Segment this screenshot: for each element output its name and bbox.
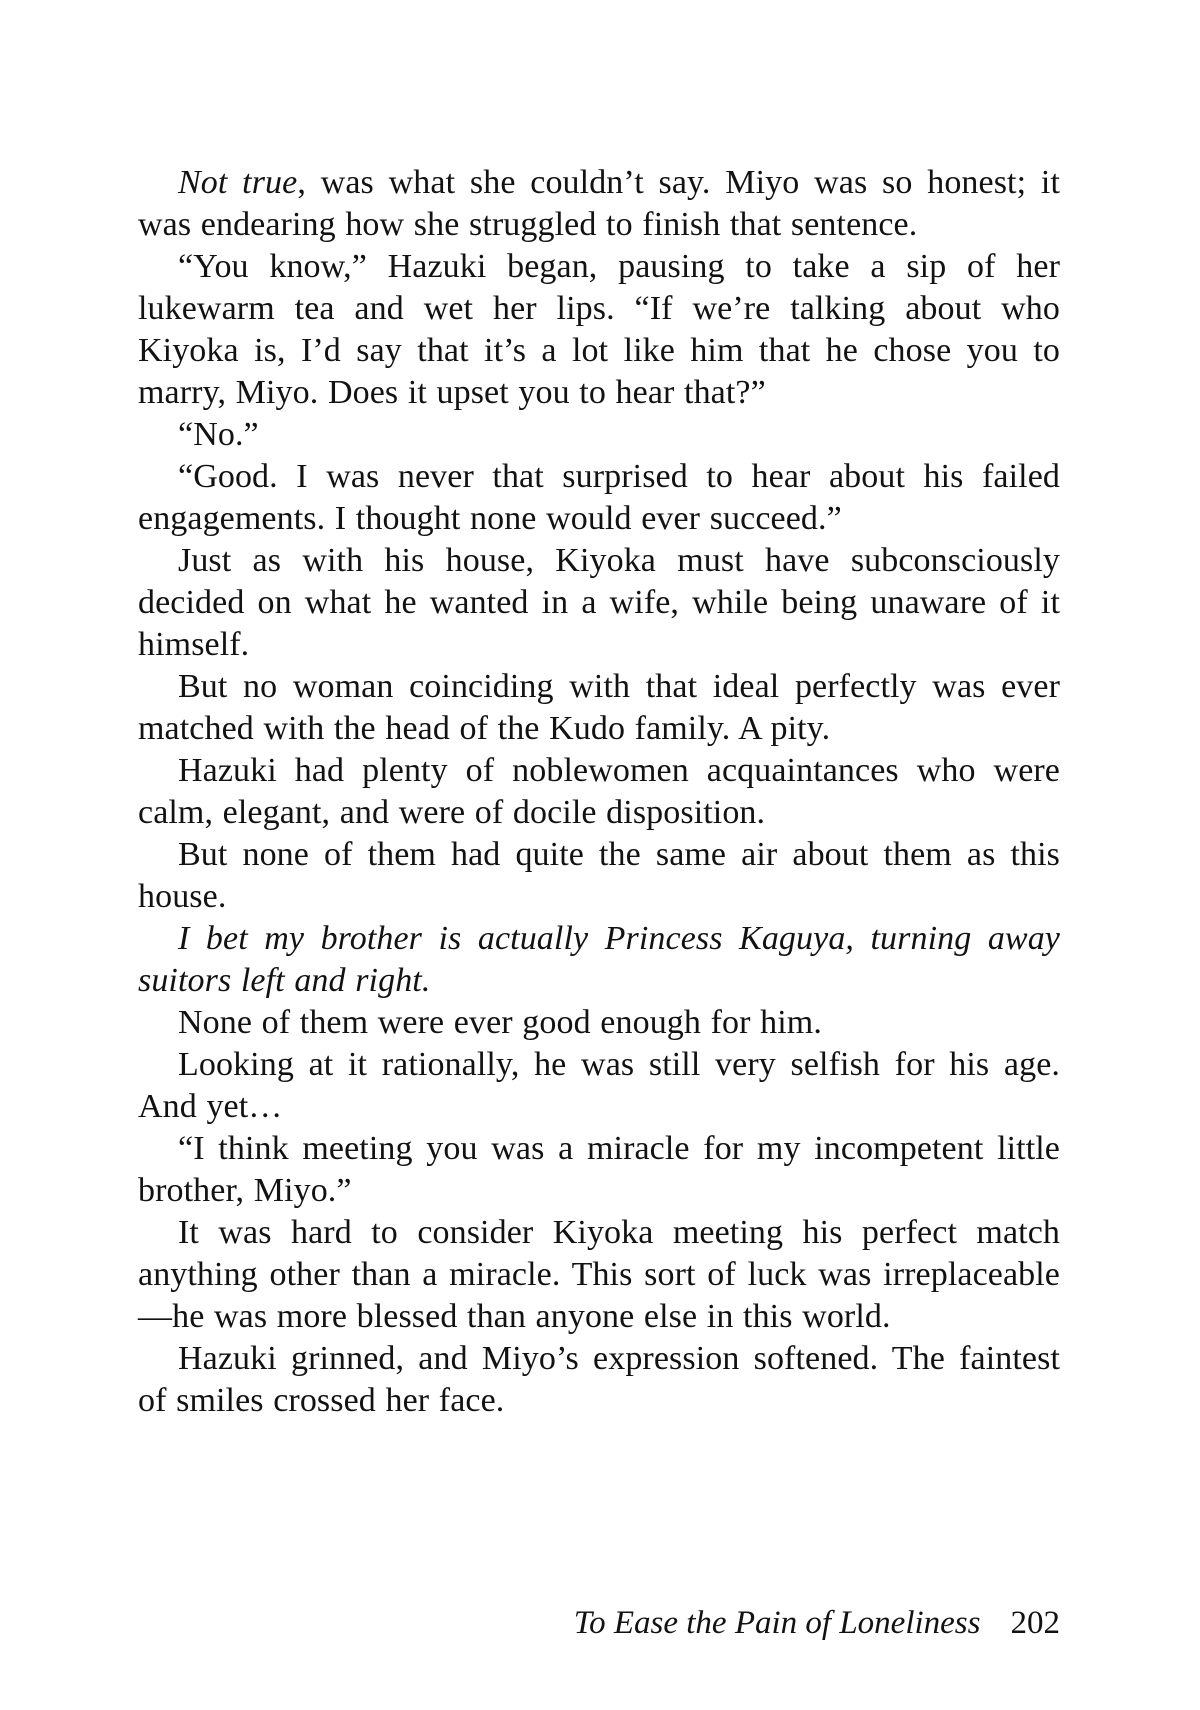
text-segment: “Good. I was never that surprised to hear about his failed engagements. I thought none would ever succeed.” — [138, 458, 1060, 537]
paragraph — [138, 1212, 1060, 1338]
paragraph — [138, 414, 1060, 456]
paragraph — [138, 918, 1060, 1002]
text-segment: “I think meeting you was a miracle for my incompetent little brother, Miyo.” — [138, 1130, 1060, 1209]
text-segment: “No.” — [178, 416, 259, 453]
paragraph — [138, 246, 1060, 414]
paragraph — [138, 456, 1060, 540]
paragraph — [138, 834, 1060, 918]
paragraph — [138, 162, 1060, 246]
text-block — [138, 162, 1060, 1422]
page-footer — [138, 1602, 1060, 1644]
text-segment: Looking at it rationally, he was still very selfish for his age. And yet… — [138, 1046, 1060, 1125]
paragraph — [138, 540, 1060, 666]
text-segment: Hazuki grinned, and Miyo’s expression softened. The faintest of smiles crossed her face. — [138, 1340, 1060, 1419]
paragraph — [138, 1044, 1060, 1128]
italic-text-segment: Not true — [178, 164, 298, 201]
italic-text-segment: I bet my brother is actually Princess Kaguya, turning away suitors left and right. — [138, 920, 1060, 999]
paragraph — [138, 1338, 1060, 1422]
paragraph — [138, 1002, 1060, 1044]
text-segment: But no woman coinciding with that ideal perfectly was ever matched with the head of the Kudo family. A pity. — [138, 668, 1060, 747]
text-segment: It was hard to consider Kiyoka meeting his perfect match anything other than a miracle. This sort of luck was irreplaceable—he was more blessed than anyone else in this world. — [138, 1214, 1060, 1335]
text-segment: “You know,” Hazuki began, pausing to take a sip of her lukewarm tea and wet her lips. “If we’re talking about who Kiyoka is, I’d say that it’s a lot like him that he chose you to marry, Miyo. Does it upset you to hear that?” — [138, 248, 1060, 411]
text-segment: None of them were ever good enough for him. — [178, 1004, 822, 1041]
page-number: 202 — [1010, 1605, 1060, 1641]
text-segment: But none of them had quite the same air about them as this house. — [138, 836, 1060, 915]
paragraph — [138, 1128, 1060, 1212]
text-segment: , was what she couldn’t say. Miyo was so honest; it was endearing how she struggled to finish that sentence. — [138, 164, 1060, 243]
text-segment: Just as with his house, Kiyoka must have subconsciously decided on what he wanted in a wife, while being unaware of it himself. — [138, 542, 1060, 663]
paragraph — [138, 750, 1060, 834]
text-segment: Hazuki had plenty of noblewomen acquaintances who were calm, elegant, and were of docile disposition. — [138, 752, 1060, 831]
running-chapter-title: To Ease the Pain of Loneliness — [573, 1605, 981, 1641]
paragraph — [138, 666, 1060, 750]
